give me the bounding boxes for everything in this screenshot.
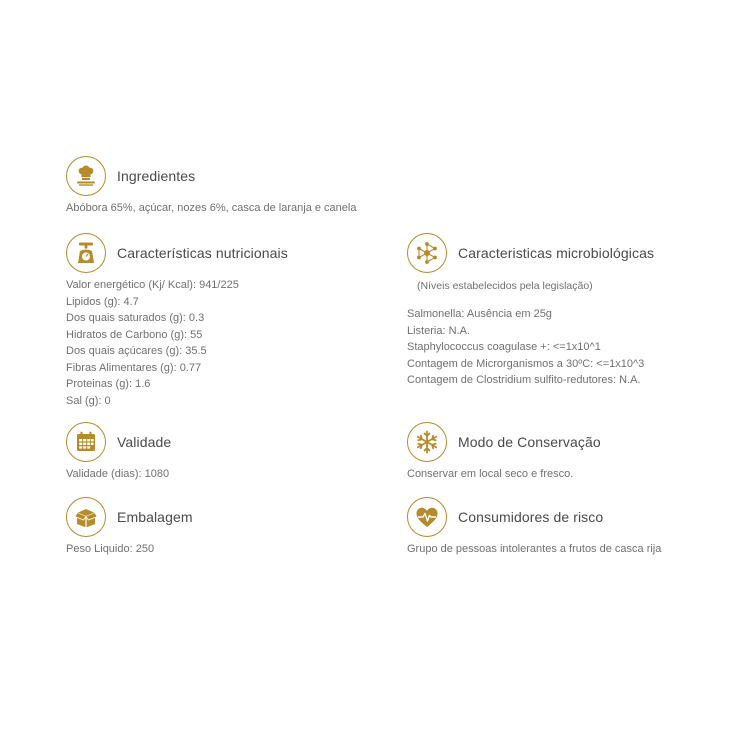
section-microbiologicas [407, 231, 654, 389]
legislation-note: (Níveis estabelecidos pela legislação) [417, 280, 593, 292]
nutrition-line: Fibras Alimentares (g): 0.77 [66, 361, 202, 374]
heart-pulse-icon [407, 497, 447, 537]
validity-text: Validade (dias): 1080 [66, 468, 170, 480]
ingredients-text: Abóbora 65%, açúcar, nozes 6%, casca de laranja e canela [66, 202, 357, 214]
packaging-text: Peso Liquido: 250 [66, 543, 155, 555]
section-header [66, 231, 288, 275]
snowflake-icon [407, 422, 447, 462]
section-header [407, 231, 654, 275]
section-conservacao [407, 420, 601, 483]
section-title: Modo de Conservação [458, 434, 601, 450]
calendar-icon [66, 422, 106, 462]
micro-line: Staphylococcus coagulase +: <=1x10^1 [407, 341, 601, 353]
section-title: Ingredientes [117, 168, 196, 184]
kitchen-scale-icon [66, 233, 106, 273]
nutrition-list [66, 277, 288, 409]
section-embalagem [66, 495, 193, 558]
section-ingredientes [66, 154, 356, 217]
nutrition-line: Valor energético (Kj/ Kcal): 941/225 [66, 279, 239, 291]
nutrition-line: Dos quais açúcares (g): 35.5 [66, 345, 207, 357]
package-box-icon [66, 497, 106, 537]
nutrition-line: Lipidos (g): 4.7 [66, 295, 139, 308]
conservation-text: Conservar em local seco e fresco. [407, 468, 574, 480]
section-header [407, 420, 601, 464]
section-header [407, 495, 661, 539]
section-risco [407, 495, 661, 558]
chef-hat-icon [66, 156, 106, 196]
section-title: Embalagem [117, 509, 193, 525]
micro-list [407, 306, 654, 389]
nutrition-line: Hidratos de Carbono (g): 55 [66, 328, 203, 341]
molecule-icon [407, 233, 447, 273]
section-validade [66, 420, 171, 483]
section-title: Caracteristicas microbiológicas [458, 245, 655, 261]
risk-text: Grupo de pessoas intolerantes a frutos de casca rija [407, 543, 662, 555]
section-title: Validade [117, 434, 172, 450]
micro-line: Salmonella: Ausência em 25g [407, 308, 552, 320]
section-nutricionais [66, 231, 288, 409]
nutrition-line: Sal (g): 0 [66, 394, 111, 407]
micro-line: Contagem de Clostridium sulfito-redutores: N.A. [407, 374, 641, 386]
section-title: Características nutricionais [117, 245, 288, 261]
micro-line: Contagem de Microrganismos a 30ºC: <=1x10^3 [407, 357, 645, 370]
nutrition-line: Dos quais saturados (g): 0.3 [66, 312, 205, 324]
nutrition-line: Proteinas (g): 1.6 [66, 378, 151, 390]
section-title: Consumidores de risco [458, 509, 604, 525]
section-header [66, 420, 171, 464]
section-header [66, 495, 193, 539]
section-header [66, 154, 356, 198]
micro-line: Listeria: N.A. [407, 324, 470, 337]
